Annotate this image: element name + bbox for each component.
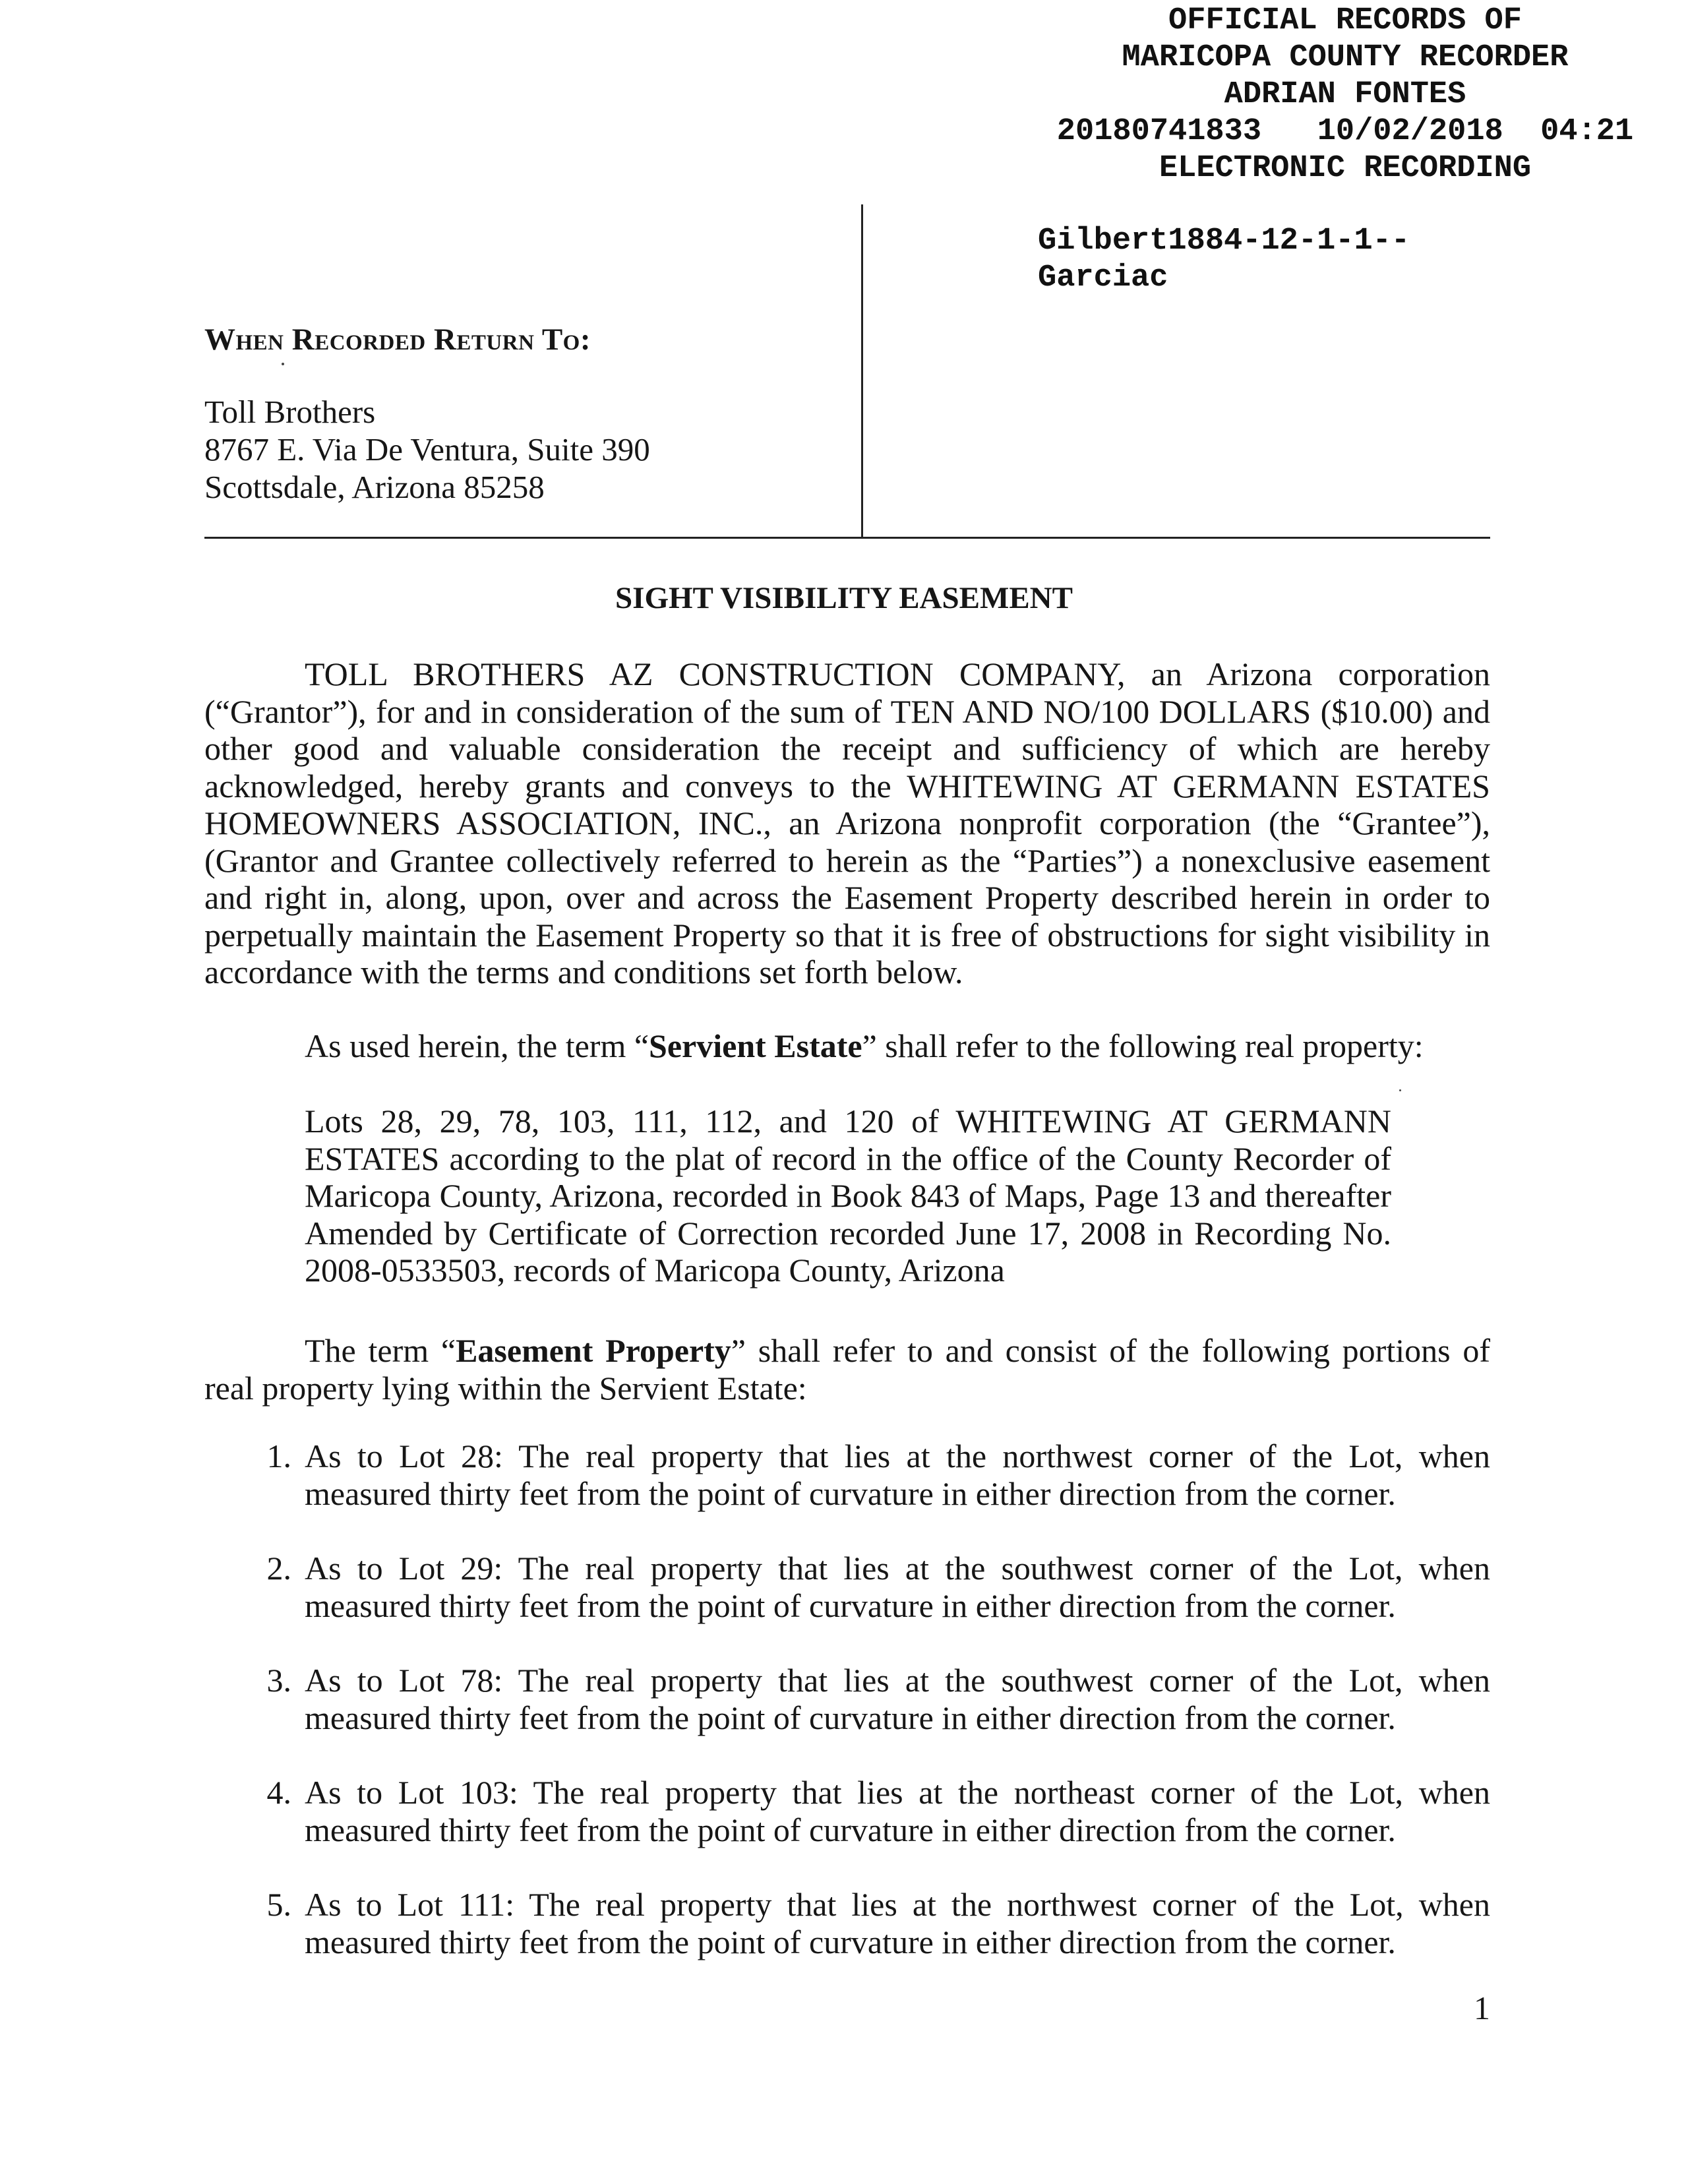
servient-text-before: As used herein, the term “: [305, 1027, 649, 1064]
grant-paragraph: TOLL BROTHERS AZ CONSTRUCTION COMPANY, an Arizona corporation (“Grantor”), for and in consideration of the sum of TEN AND NO/100 DOLLARS ($10.00) and other good and valuable consideration the receipt and sufficiency of which are hereby acknowledged, hereby grants and conveys to the WHITEWING AT GERMANN ESTATES HOMEOWNERS ASSOCIATION, INC., an Arizona nonprofit corporation (the “Grantee”), (Grantor and Grantee collectively referred to herein as the “Parties”) a nonexclusive easement and right in, along, upon, over and across the Easement Property described herein in order to perpetually maintain the Easement Property so that it is free of obstructions for sight visibility in accordance with the terms and conditions set forth below.: [204, 655, 1490, 990]
scan-speck: [1399, 1089, 1401, 1091]
header-vertical-divider: [861, 204, 863, 537]
list-item: [251, 1438, 1490, 1512]
list-item-text: As to Lot 78: The real property that lies at the southwest corner of the Lot, when measured thirty feet from the point of curvature in either direction from the corner.: [305, 1662, 1490, 1736]
return-to-name: Toll Brothers: [204, 394, 376, 430]
return-to-city: Scottsdale, Arizona 85258: [204, 469, 545, 505]
stamp-line-official-records: OFFICIAL RECORDS OF: [1168, 3, 1522, 38]
list-item: [251, 1662, 1490, 1736]
return-to-street: 8767 E. Via De Ventura, Suite 390: [204, 431, 650, 468]
list-item-number: 4.: [266, 1774, 291, 1811]
return-to-address: [204, 393, 650, 506]
list-item-text: As to Lot 29: The real property that lies at the southwest corner of the Lot, when measured thirty feet from the point of curvature in either direction from the corner.: [305, 1550, 1490, 1624]
list-item: [251, 1550, 1490, 1624]
lots-description: Lots 28, 29, 78, 103, 111, 112, and 120 of WHITEWING AT GERMANN ESTATES according to the plat of record in the office of the County Recorder of Maricopa County, Arizona, recorded in Book 843 of Maps, Page 13 and thereafter Amended by Certificate of Correction recorded June 17, 2008 in Recording No. 2008-0533503, records of Maricopa County, Arizona: [305, 1103, 1391, 1289]
list-item: [251, 1774, 1490, 1848]
servient-estate-term: Servient Estate: [649, 1027, 862, 1064]
list-item-number: 3.: [266, 1662, 291, 1699]
easement-text-after: ” shall refer to and consist of the following portions of real property lying within the Servient Estate:: [204, 1332, 1490, 1407]
stamp-line-electronic-recording: ELECTRONIC RECORDING: [1159, 151, 1532, 186]
recording-reference: [1038, 223, 1410, 297]
recorder-stamp: [1029, 3, 1662, 187]
easement-text-before: The term “: [305, 1332, 456, 1369]
record-time: 04:21: [1540, 114, 1634, 149]
list-item-text: As to Lot 111: The real property that lies at the northwest corner of the Lot, when measured thirty feet from the point of curvature in either direction from the corner.: [305, 1886, 1490, 1960]
list-item-text: As to Lot 103: The real property that lies at the northeast corner of the Lot, when measured thirty feet from the point of curvature in either direction from the corner.: [305, 1774, 1490, 1848]
list-item-number: 5.: [266, 1886, 291, 1923]
stamp-line-county-recorder: MARICOPA COUNTY RECORDER: [1122, 40, 1569, 75]
list-item-number: 1.: [266, 1438, 291, 1474]
list-item-text: As to Lot 28: The real property that lies at the northwest corner of the Lot, when measured thirty feet from the point of curvature in either direction from the corner.: [305, 1438, 1490, 1512]
stamp-line-record-info: [1029, 113, 1662, 150]
list-item: [251, 1886, 1490, 1960]
page-number: 1: [1474, 1989, 1490, 2026]
stamp-line-recorder-name: ADRIAN FONTES: [1224, 77, 1466, 112]
document-title: SIGHT VISIBILITY EASEMENT: [615, 581, 1073, 615]
servient-estate-definition: [305, 1027, 1492, 1065]
record-date: 10/02/2018: [1317, 114, 1503, 149]
record-number: 20180741833: [1056, 114, 1262, 149]
header-horizontal-divider: [204, 537, 1490, 539]
recording-ref-line-1: Gilbert1884-12-1-1--: [1038, 224, 1410, 258]
easement-property-definition: [204, 1332, 1490, 1407]
recording-ref-line-2: Garciac: [1038, 260, 1168, 295]
return-to-heading: When Recorded Return To:: [204, 322, 591, 357]
servient-text-after: ” shall refer to the following real property:: [862, 1027, 1424, 1064]
easement-property-term: Easement Property: [456, 1332, 731, 1369]
list-item-number: 2.: [266, 1550, 291, 1587]
scan-speck: [282, 363, 284, 365]
